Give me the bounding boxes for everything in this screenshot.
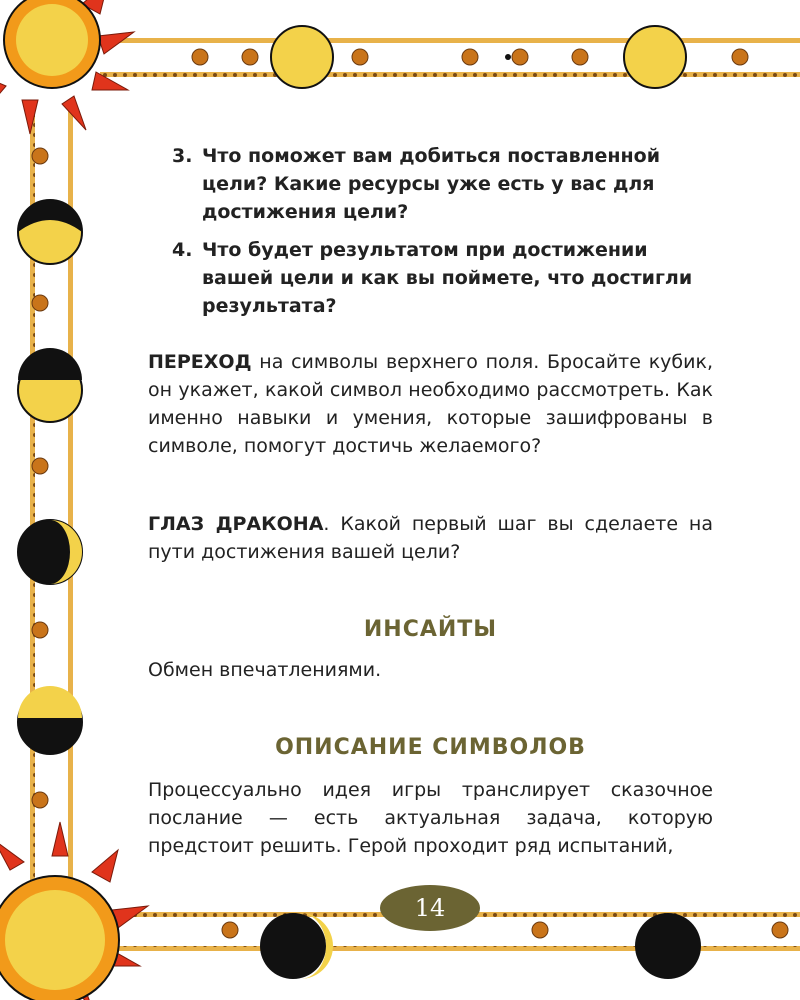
list-item-text: Что поможет вам добиться поставленной цели? Какие ресурсы уже есть у вас для достижения цели? [202, 145, 661, 223]
list-item [172, 236, 712, 320]
insights-text: Обмен впечатлениями. [148, 659, 382, 681]
insights-heading: ИНСАЙТЫ [363, 617, 498, 642]
list-item-number: 4. [172, 239, 193, 261]
transition-text: на символы верхнего поля. Бросайте кубик, он укажет, какой символ необходимо рассмотреть. Как именно навыки и умения, которые зашифрованы в символе, помогут достичь желаемого? [148, 351, 713, 457]
question-list [172, 142, 712, 330]
transition-term: ПЕРЕХОД [148, 351, 252, 373]
dragon-eye-text: . Какой первый шаг вы сделаете на пути достижения вашей цели? [148, 513, 713, 563]
list-item-number: 3. [172, 145, 193, 167]
symbols-heading: ОПИСАНИЕ СИМВОЛОВ [275, 735, 586, 760]
dragon-eye-paragraph [148, 510, 713, 566]
list-item [172, 142, 712, 226]
dragon-eye-term: ГЛАЗ ДРАКОНА [148, 513, 324, 535]
symbols-text: Процессуально идея игры транслирует сказочное послание — есть актуальная задача, которую предстоит решить. Герой проходит ряд испытаний, [148, 779, 713, 857]
transition-paragraph [148, 348, 713, 460]
list-item-text: Что будет результатом при достижении вашей цели и как вы поймете, что достигли результата? [202, 239, 693, 317]
page-number: 14 [380, 885, 480, 931]
